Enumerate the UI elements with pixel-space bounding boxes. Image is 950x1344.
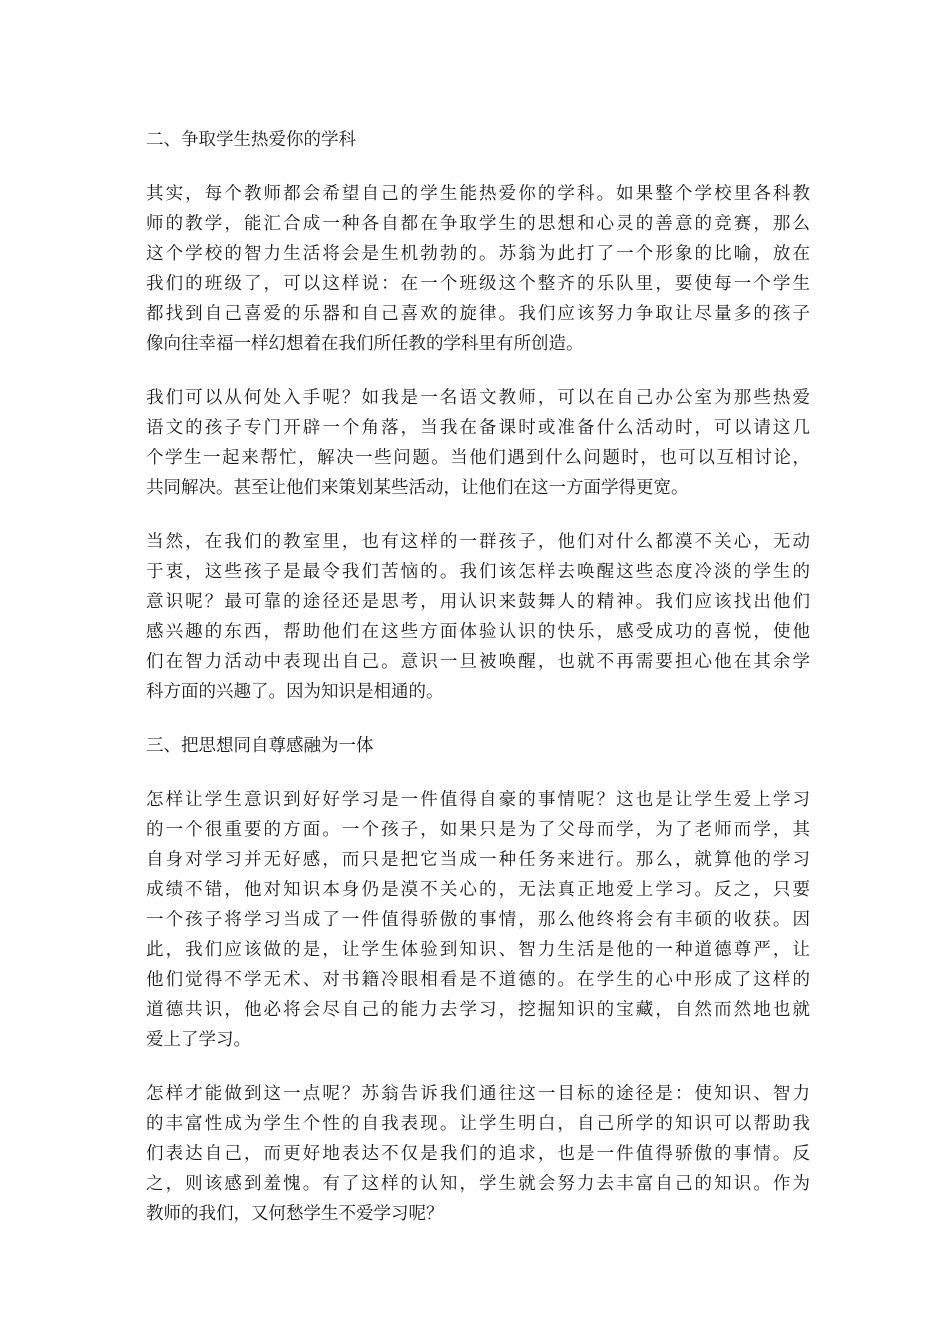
text-line: 像向往幸福一样幻想着在我们所任教的学科里有所创造。: [146, 334, 584, 354]
text-line: 成绩不错，他对知识本身仍是漠不关心的，无法真正地爱上学习。反之，只要: [146, 880, 810, 900]
text-line: 怎样让学生意识到好好学习是一件值得自豪的事情呢？这也是让学生爱上学习: [146, 790, 810, 810]
text-line: 教师的我们，又何愁学生不爱学习呢？: [146, 1204, 444, 1224]
text-line: 于衷，这些孩子是最令我们苦恼的。我们该怎样去唤醒这些态度冷淡的学生的: [146, 562, 810, 582]
text-line: 科方面的兴趣了。因为知识是相通的。: [146, 682, 444, 702]
text-line: 意识呢？最可靠的途径还是思考，用认识来鼓舞人的精神。我们应该找出他们: [146, 592, 810, 612]
text-line: 都找到自己喜爱的乐器和自己喜欢的旋律。我们应该努力争取让尽量多的孩子: [146, 304, 810, 324]
text-line: 自身对学习并无好感，而只是把它当成一种任务来进行。那么，就算他的学习: [146, 850, 810, 870]
text-line: 爱上了学习。: [146, 1030, 251, 1050]
paragraph: [146, 179, 810, 359]
text-line: 的丰富性成为学生个性的自我表现。让学生明白，自己所学的知识可以帮助我: [146, 1114, 810, 1134]
text-line: 的一个很重要的方面。一个孩子，如果只是为了父母而学，为了老师而学，其: [146, 820, 810, 840]
text-line: 一个孩子将学习当成了一件值得骄傲的事情，那么他终将会有丰硕的收获。因: [146, 910, 810, 930]
section-heading: 三、把思想同自尊感融为一体: [146, 736, 374, 756]
text-line: 我们的班级了，可以这样说：在一个班级这个整齐的乐队里，要使每一个学生: [146, 274, 810, 294]
paragraph: [146, 527, 810, 707]
text-line: 道德共识，他必将会尽自己的能力去学习，挖掘知识的宝藏，自然而然地也就: [146, 1000, 810, 1020]
text-line: 这个学校的智力生活将会是生机勃勃的。苏翁为此打了一个形象的比喻，放在: [146, 244, 810, 264]
text-line: 之，则该感到羞愧。有了这样的认知，学生就会努力去丰富自己的知识。作为: [146, 1174, 810, 1194]
section-heading: 二、争取学生热爱你的学科: [146, 130, 356, 150]
text-line: 怎样才能做到这一点呢？苏翁告诉我们通往这一目标的途径是：使知识、智力: [146, 1084, 810, 1104]
paragraph: [146, 383, 810, 503]
text-line: 我们可以从何处入手呢？如我是一名语文教师，可以在自己办公室为那些热爱: [146, 388, 810, 408]
paragraph: [146, 1079, 810, 1229]
document-page: [146, 125, 810, 1253]
text-line: 当然，在我们的教室里，也有这样的一群孩子，他们对什么都漠不关心，无动: [146, 532, 810, 552]
text-line: 们在智力活动中表现出自己。意识一旦被唤醒，也就不再需要担心他在其余学: [146, 652, 810, 672]
text-line: 师的教学，能汇合成一种各自都在争取学生的思想和心灵的善意的竞赛，那么: [146, 214, 810, 234]
text-line: 此，我们应该做的是，让学生体验到知识、智力生活是他的一种道德尊严，让: [146, 940, 810, 960]
text-line: 共同解决。甚至让他们来策划某些活动，让他们在这一方面学得更宽。: [146, 478, 689, 498]
paragraph: [146, 785, 810, 1055]
text-line: 其实，每个教师都会希望自己的学生能热爱你的学科。如果整个学校里各科教: [146, 184, 810, 204]
text-line: 语文的孩子专门开辟一个角落，当我在备课时或准备什么活动时，可以请这几: [146, 418, 810, 438]
text-line: 个学生一起来帮忙，解决一些问题。当他们遇到什么问题时，也可以互相讨论，: [146, 448, 810, 468]
text-line: 他们觉得不学无术、对书籍冷眼相看是不道德的。在学生的心中形成了这样的: [146, 970, 810, 990]
text-line: 感兴趣的东西，帮助他们在这些方面体验认识的快乐，感受成功的喜悦，使他: [146, 622, 810, 642]
text-line: 们表达自己，而更好地表达不仅是我们的追求，也是一件值得骄傲的事情。反: [146, 1144, 810, 1164]
